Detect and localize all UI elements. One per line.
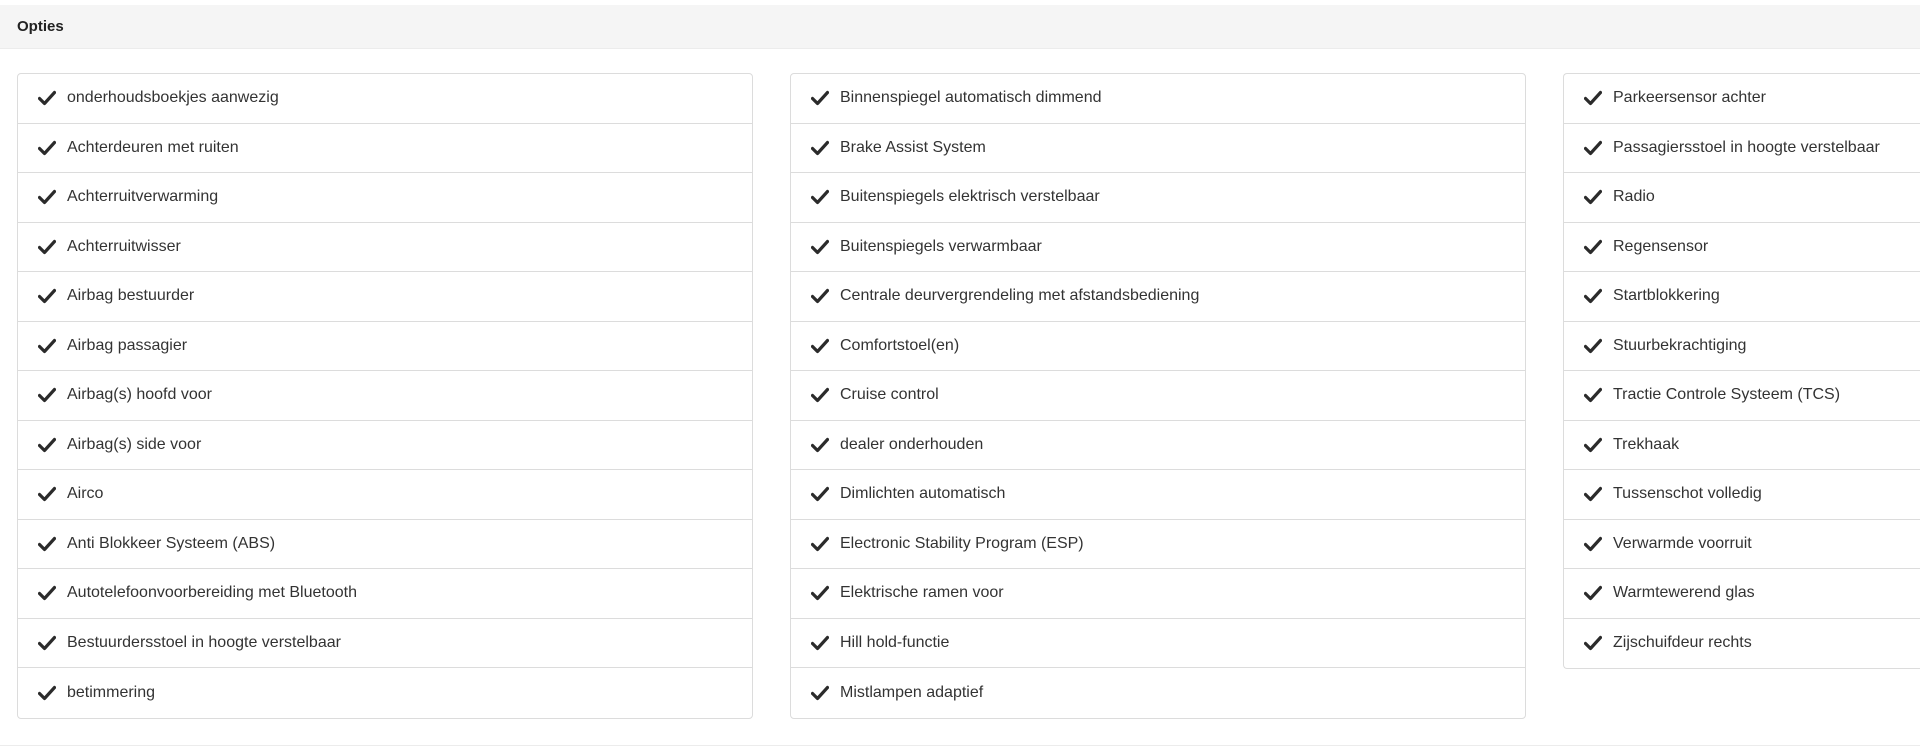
option-label: Dimlichten automatisch xyxy=(840,485,1006,503)
option-label: Elektrische ramen voor xyxy=(840,584,1004,602)
checkmark-icon xyxy=(811,189,829,205)
option-label: betimmering xyxy=(67,683,156,701)
option-label: Binnenspiegel automatisch dimmend xyxy=(840,89,1102,107)
options-column-3 xyxy=(1563,73,1920,669)
option-label: Trekhaak xyxy=(1613,435,1680,453)
checkmark-icon xyxy=(38,635,56,651)
checkmark-icon xyxy=(38,685,56,701)
checkmark-icon xyxy=(811,685,829,701)
option-item xyxy=(791,272,1525,322)
checkmark-icon xyxy=(1584,486,1602,502)
option-item xyxy=(791,223,1525,273)
option-item xyxy=(791,569,1525,619)
option-label: Passagiersstoel in hoogte verstelbaar xyxy=(1613,138,1880,156)
checkmark-icon xyxy=(811,239,829,255)
checkmark-icon xyxy=(811,437,829,453)
checkmark-icon xyxy=(38,338,56,354)
option-item xyxy=(791,74,1525,124)
option-item xyxy=(18,223,752,273)
option-label: Achterruitwisser xyxy=(67,237,181,255)
option-label: Anti Blokkeer Systeem (ABS) xyxy=(67,534,276,552)
option-label: Regensensor xyxy=(1613,237,1709,255)
checkmark-icon xyxy=(1584,338,1602,354)
option-label: Verwarmde voorruit xyxy=(1613,534,1752,552)
checkmark-icon xyxy=(38,486,56,502)
option-label: Zijschuifdeur rechts xyxy=(1613,634,1752,652)
option-item xyxy=(1564,322,1920,372)
checkmark-icon xyxy=(1584,140,1602,156)
option-item xyxy=(1564,173,1920,223)
option-item xyxy=(18,470,752,520)
checkmark-icon xyxy=(811,90,829,106)
option-item xyxy=(791,668,1525,718)
option-item xyxy=(1564,74,1920,124)
checkmark-icon xyxy=(38,585,56,601)
option-item xyxy=(18,668,752,718)
option-item xyxy=(18,569,752,619)
options-column-1 xyxy=(17,73,753,719)
checkmark-icon xyxy=(1584,635,1602,651)
option-item xyxy=(1564,520,1920,570)
option-label: Brake Assist System xyxy=(840,138,986,156)
checkmark-icon xyxy=(38,288,56,304)
checkmark-icon xyxy=(38,90,56,106)
option-item xyxy=(1564,470,1920,520)
checkmark-icon xyxy=(1584,585,1602,601)
option-label: Bestuurdersstoel in hoogte verstelbaar xyxy=(67,633,341,651)
bottom-divider xyxy=(0,745,1920,746)
option-item xyxy=(18,124,752,174)
option-label: Airbag passagier xyxy=(67,336,188,354)
options-column-2 xyxy=(790,73,1526,719)
option-label: Achterdeuren met ruiten xyxy=(67,138,239,156)
option-label: Centrale deurvergrendeling met afstandsbediening xyxy=(840,287,1200,305)
option-item xyxy=(791,124,1525,174)
option-label: Airbag bestuurder xyxy=(67,287,195,305)
checkmark-icon xyxy=(811,140,829,156)
option-item xyxy=(791,520,1525,570)
checkmark-icon xyxy=(1584,90,1602,106)
checkmark-icon xyxy=(1584,239,1602,255)
option-label: Comfortstoel(en) xyxy=(840,336,960,354)
checkmark-icon xyxy=(811,635,829,651)
option-item xyxy=(1564,421,1920,471)
checkmark-icon xyxy=(811,585,829,601)
option-label: Autotelefoonvoorbereiding met Bluetooth xyxy=(67,584,357,602)
checkmark-icon xyxy=(811,288,829,304)
option-label: Buitenspiegels elektrisch verstelbaar xyxy=(840,188,1100,206)
option-label: Airbag(s) side voor xyxy=(67,435,202,453)
option-label: Achterruitverwarming xyxy=(67,188,219,206)
checkmark-icon xyxy=(38,140,56,156)
option-label: Warmtewerend glas xyxy=(1613,584,1755,602)
option-label: Airco xyxy=(67,485,104,503)
section-title: Opties xyxy=(17,18,64,35)
option-label: Radio xyxy=(1613,188,1655,206)
checkmark-icon xyxy=(38,189,56,205)
checkmark-icon xyxy=(38,437,56,453)
option-label: Electronic Stability Program (ESP) xyxy=(840,534,1084,552)
option-item xyxy=(18,520,752,570)
option-label: Airbag(s) hoofd voor xyxy=(67,386,212,404)
checkmark-icon xyxy=(38,536,56,552)
checkmark-icon xyxy=(1584,387,1602,403)
option-item xyxy=(1564,569,1920,619)
option-item xyxy=(18,421,752,471)
option-label: Buitenspiegels verwarmbaar xyxy=(840,237,1042,255)
checkmark-icon xyxy=(1584,288,1602,304)
option-item xyxy=(18,619,752,669)
checkmark-icon xyxy=(811,486,829,502)
option-item xyxy=(18,272,752,322)
checkmark-icon xyxy=(1584,437,1602,453)
option-item xyxy=(18,371,752,421)
option-label: onderhoudsboekjes aanwezig xyxy=(67,89,279,107)
options-section-header xyxy=(0,5,1920,49)
option-item xyxy=(791,371,1525,421)
option-item xyxy=(18,173,752,223)
option-label: Tussenschot volledig xyxy=(1613,485,1762,503)
option-label: Tractie Controle Systeem (TCS) xyxy=(1613,386,1841,404)
checkmark-icon xyxy=(811,387,829,403)
option-item xyxy=(791,322,1525,372)
option-label: Hill hold-functie xyxy=(840,633,950,651)
option-label: Mistlampen adaptief xyxy=(840,683,984,701)
checkmark-icon xyxy=(811,338,829,354)
option-label: Stuurbekrachtiging xyxy=(1613,336,1747,354)
option-label: dealer onderhouden xyxy=(840,435,984,453)
option-item xyxy=(1564,619,1920,669)
option-item xyxy=(1564,223,1920,273)
option-item xyxy=(791,173,1525,223)
option-item xyxy=(791,470,1525,520)
option-item xyxy=(18,322,752,372)
option-item xyxy=(791,619,1525,669)
checkmark-icon xyxy=(1584,536,1602,552)
option-item xyxy=(1564,371,1920,421)
option-item xyxy=(1564,124,1920,174)
option-item xyxy=(18,74,752,124)
option-label: Parkeersensor achter xyxy=(1613,89,1766,107)
checkmark-icon xyxy=(38,387,56,403)
checkmark-icon xyxy=(38,239,56,255)
option-label: Startblokkering xyxy=(1613,287,1720,305)
checkmark-icon xyxy=(1584,189,1602,205)
option-label: Cruise control xyxy=(840,386,939,404)
checkmark-icon xyxy=(811,536,829,552)
option-item xyxy=(791,421,1525,471)
option-item xyxy=(1564,272,1920,322)
